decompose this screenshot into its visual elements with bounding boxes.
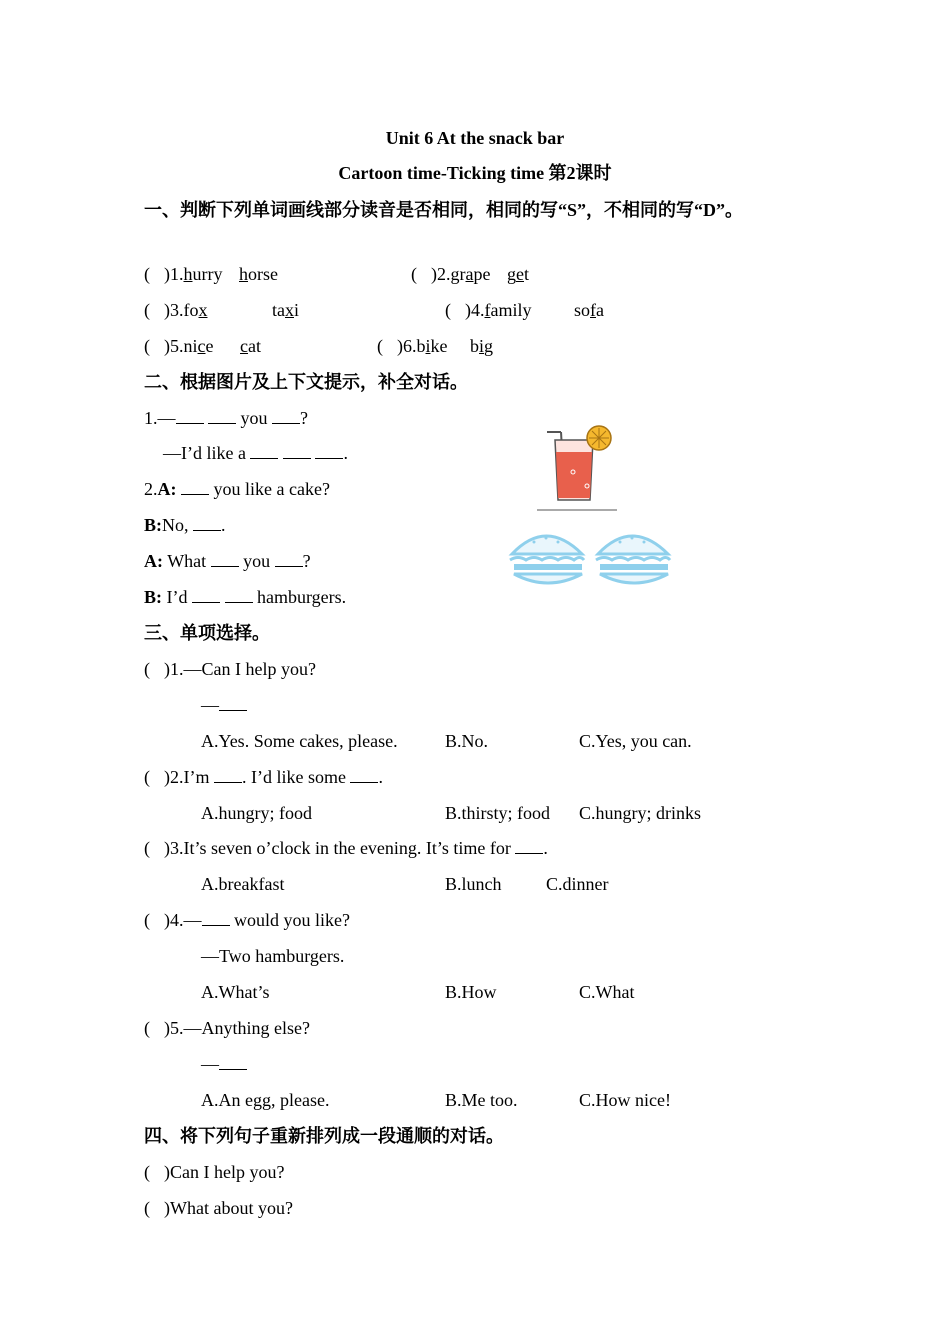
s3-q2-option-c: C.hungry; drinks [579, 803, 702, 823]
s3-q1-reply: — [201, 694, 247, 716]
s4-sentence-1: ( )Can I help you? [144, 1162, 285, 1182]
section4-heading: 四、将下列句子重新排列成一段通顺的对话。 [144, 1126, 504, 1146]
section1-heading: 一、判断下列单词画线部分读音是否相同，相同的写“S”，不相同的写“D”。 [144, 200, 744, 220]
s4-sentence-2: ( )What about you? [144, 1198, 293, 1218]
s3-q2-option-b: B.thirsty; food [445, 803, 551, 823]
s1-row3-left: ( )5.nice cat [144, 336, 262, 356]
hamburger-left-icon [510, 536, 584, 583]
s3-q4-option-c: C.What [579, 982, 635, 1002]
s3-q1-option-a: A.Yes. Some cakes, please. [201, 731, 398, 751]
s3-q4: ( )4.— would you like? [144, 910, 350, 930]
s2-q1-line2: —I’d like a . [163, 443, 348, 463]
juice-glass-illustration [535, 422, 620, 514]
s2-q2-line2: B:No, . [144, 515, 226, 535]
s3-q4-option-a: A.What’s [201, 982, 270, 1002]
s3-q3-option-a: A.breakfast [201, 874, 285, 894]
page-title: Unit 6 At the snack bar [385, 128, 565, 148]
s1-row1-left: ( )1.hurry horse [144, 264, 278, 284]
hamburger-right-icon [596, 536, 670, 583]
s2-q2-line4: B: I’d hamburgers. [144, 587, 347, 607]
s3-q5-reply: — [201, 1053, 247, 1075]
s1-row1-right: ( )2.grape get [411, 264, 530, 284]
s3-q1-option-b: B.No. [445, 731, 489, 751]
hamburgers-illustration [506, 524, 672, 594]
s1-row2-right: ( )4.family sofa [445, 300, 605, 320]
s3-q1-option-c: C.Yes, you can. [579, 731, 692, 751]
s3-q5: ( )5.—Anything else? [144, 1018, 310, 1038]
s1-row2-left: ( )3.fox taxi [144, 300, 300, 320]
juice [556, 452, 592, 498]
s2-q2-line3: A: What you ? [144, 551, 311, 571]
s1-row3-right: ( )6.bike big [377, 336, 494, 356]
s3-q5-option-c: C.How nice! [579, 1090, 671, 1110]
section3-heading: 三、单项选择。 [144, 623, 270, 643]
s3-q3-option-b: B.lunch [445, 874, 502, 894]
s3-q5-option-a: A.An egg, please. [201, 1090, 330, 1110]
s3-q4-option-b: B.How [445, 982, 497, 1002]
s3-q2-option-a: A.hungry; food [201, 803, 312, 823]
s3-q4-reply: —Two hamburgers. [201, 946, 345, 966]
s3-q3-option-c: C.dinner [546, 874, 609, 894]
s3-q3: ( )3.It’s seven o’clock in the evening. It’s time for . [144, 838, 548, 858]
s2-q2-line1: 2.A: you like a cake? [144, 479, 330, 499]
s2-q1-line1: 1.— you ? [144, 408, 308, 428]
s3-q5-option-b: B.Me too. [445, 1090, 518, 1110]
section2-heading: 二、根据图片及上下文提示，补全对话。 [144, 372, 468, 392]
page-subtitle: Cartoon time-Ticking time 第2课时 [338, 163, 612, 183]
s3-q2: ( )2.I’m . I’d like some . [144, 767, 383, 787]
s3-q1: ( )1.—Can I help you? [144, 659, 316, 679]
